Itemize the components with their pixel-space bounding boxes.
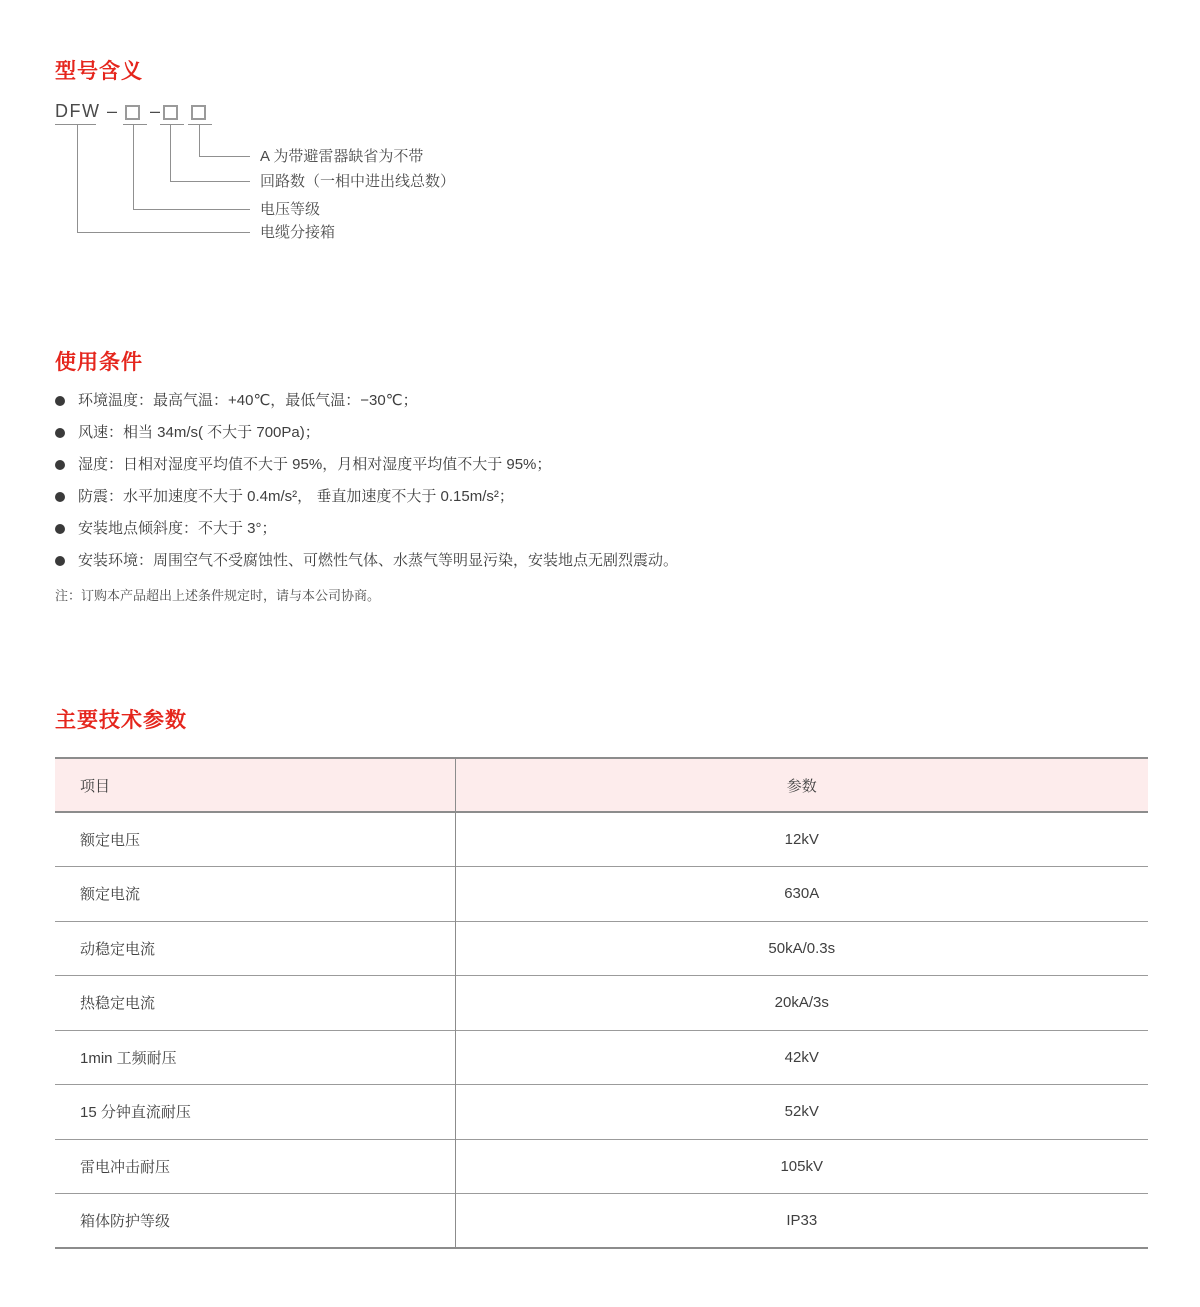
param-name: 雷电冲击耐压 [55,1139,455,1194]
model-code-dash: – [107,101,118,121]
conditions-note: 注：订购本产品超出上述条件规定时，请与本公司协商。 [55,588,381,603]
condition-item [55,455,678,475]
parameters-table [55,757,1148,1249]
condition-item [55,519,678,539]
table-row [55,976,1148,1031]
diagram-label-arrester: A 为带避雷器缺省为不带 [260,148,424,165]
bullet-icon [55,460,65,470]
table-header-value: 参数 [786,777,817,795]
table-row [55,1030,1148,1085]
bullet-icon [55,396,65,406]
param-name: 动稳定电流 [55,921,455,976]
param-value: IP33 [786,1212,818,1229]
param-value: 50kA/0.3s [768,939,836,957]
table-row [55,1194,1148,1249]
condition-text: 湿度：日相对湿度平均值不大于 95%，月相对湿度平均值不大于 95%； [78,456,552,473]
section-title-model-meaning: 型号含义 [55,60,143,83]
model-placeholder-box-arrester [191,105,206,120]
param-value: 42kV [784,1048,819,1066]
condition-item [55,391,678,411]
condition-text: 环境温度：最高气温：+40℃，最低气温：−30℃； [78,392,418,409]
condition-item [55,423,678,443]
param-name: 1min 工频耐压 [55,1030,455,1085]
model-placeholder-box-voltage [125,105,140,120]
bullet-icon [55,428,65,438]
param-name: 额定电压 [55,812,455,867]
model-placeholder-box-circuits [163,105,178,120]
connector-line-cablebox [77,125,250,233]
conditions-list [55,391,678,583]
table-row [55,1085,1148,1140]
table-header-item: 项目 [55,758,455,812]
param-value: 630A [784,885,820,903]
diagram-label-voltage: 电压等级 [260,201,321,218]
section-title-usage-conditions: 使用条件 [55,351,143,374]
bullet-icon [55,556,65,566]
section-title-technical-parameters: 主要技术参数 [55,709,187,732]
param-name: 15 分钟直流耐压 [55,1085,455,1140]
bullet-icon [55,524,65,534]
param-value: 20kA/3s [774,994,829,1012]
condition-text: 安装地点倾斜度：不大于 3°； [78,520,277,537]
condition-text: 风速：相当 34m/s( 不大于 700Pa)； [78,424,320,441]
table-row [55,867,1148,922]
model-designation-diagram [55,100,655,260]
table-header-row [55,758,1148,812]
diagram-label-circuits: 回路数（一相中进出线总数） [260,173,456,190]
param-name: 热稳定电流 [55,976,455,1031]
diagram-label-cablebox: 电缆分接箱 [260,224,336,241]
param-value: 105kV [780,1157,824,1175]
table-row [55,1139,1148,1194]
table-row [55,812,1148,867]
condition-item [55,487,678,507]
table-row [55,921,1148,976]
param-name: 箱体防护等级 [55,1194,455,1249]
bullet-icon [55,492,65,502]
param-value: 12kV [784,831,819,848]
condition-text: 安装环境：周围空气不受腐蚀性、可燃性气体、水蒸气等明显污染，安装地点无剧烈震动。 [78,552,679,569]
model-code-prefix: DFW [55,101,101,121]
param-value: 52kV [784,1103,819,1121]
param-name: 额定电流 [55,867,455,922]
condition-item [55,551,678,571]
model-code-dash: – [150,101,161,121]
condition-text: 防震：水平加速度不大于 0.4m/s²， 垂直加速度不大于 0.15m/s²； [78,488,514,505]
